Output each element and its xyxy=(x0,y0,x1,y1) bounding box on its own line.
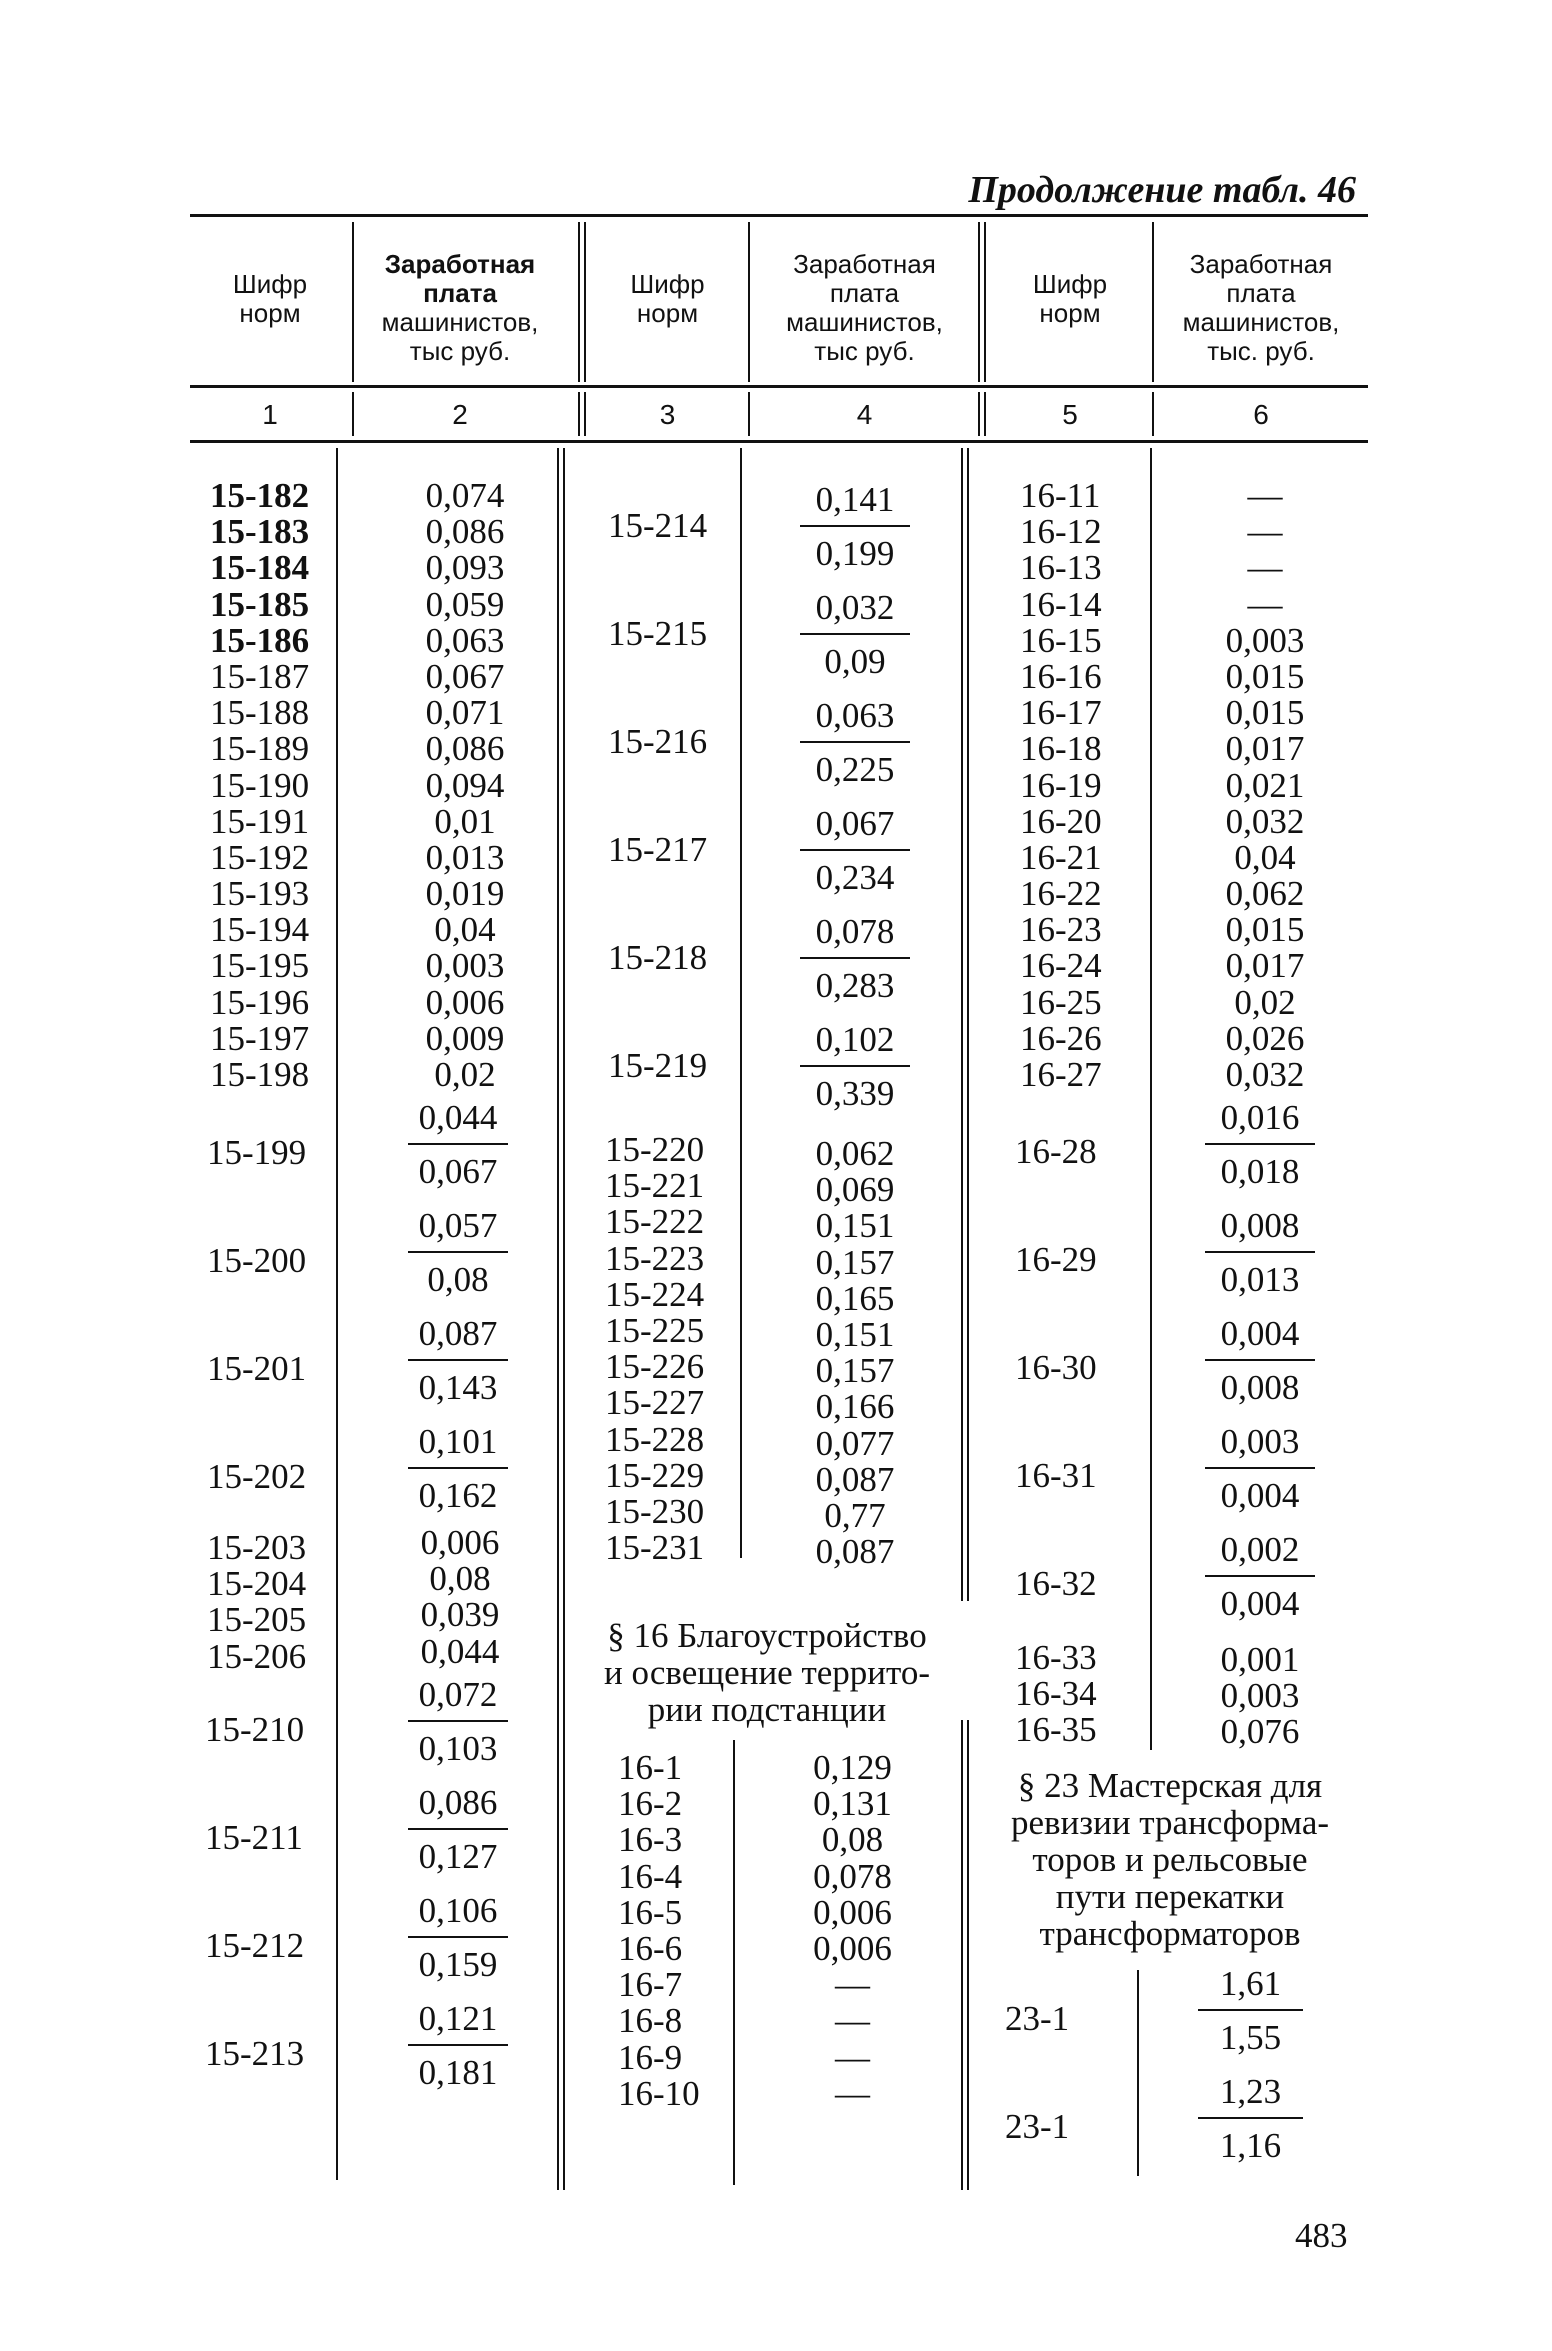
code: 16-7 xyxy=(618,1965,683,2005)
code: 15-191 xyxy=(210,801,310,841)
code: 16-21 xyxy=(1020,837,1102,877)
code: 16-10 xyxy=(618,2073,700,2113)
fraction-cell: 0,016 0,018 xyxy=(1205,1100,1315,1190)
fraction-cell: 0,086 0,127 xyxy=(408,1785,508,1875)
value: 0,017 xyxy=(1225,946,1305,986)
value: 0,044 xyxy=(420,1631,500,1671)
block2-values16 xyxy=(790,1750,915,2112)
code: 16-27 xyxy=(1020,1055,1102,1094)
code: 15-188 xyxy=(210,693,310,733)
fraction-cell: 0,008 0,013 xyxy=(1205,1208,1315,1298)
code: 16-14 xyxy=(1020,584,1102,624)
column-number: 5 xyxy=(1062,399,1078,430)
value: 0,129 xyxy=(813,1748,892,1787)
code: 15-222 xyxy=(605,1202,705,1242)
column-divider xyxy=(961,448,963,1601)
code: 16-25 xyxy=(1020,982,1102,1022)
code: 16-13 xyxy=(1020,548,1102,588)
value: 0,157 xyxy=(815,1351,895,1391)
fraction-cell: 0,003 0,004 xyxy=(1205,1424,1315,1514)
code: 16-1 xyxy=(618,1748,683,1787)
code: 15-214 xyxy=(608,506,708,545)
code: 15-229 xyxy=(605,1455,705,1495)
value: — xyxy=(835,1965,870,2005)
value: 0,021 xyxy=(1225,765,1305,805)
block1-values xyxy=(400,478,530,1093)
header-divider xyxy=(1152,222,1154,382)
value: 0,086 xyxy=(425,729,505,769)
value: 0,039 xyxy=(420,1595,500,1635)
value: 0,02 xyxy=(1234,982,1296,1022)
value: 0,077 xyxy=(815,1423,895,1463)
value: 0,165 xyxy=(815,1278,895,1318)
value: — xyxy=(1247,548,1283,588)
fraction-cell: 0,072 0,103 xyxy=(408,1677,508,1767)
code: 16-30 xyxy=(1015,1348,1097,1387)
value: 0,08 xyxy=(821,1820,884,1860)
column-divider xyxy=(967,1720,969,2190)
block2-codes16 xyxy=(618,1750,700,2112)
header-rule xyxy=(190,385,1368,388)
value: 0,009 xyxy=(425,1018,505,1058)
value: 0,032 xyxy=(1225,801,1305,841)
code: 15-226 xyxy=(605,1347,705,1387)
fraction-cell: 0,101 0,162 xyxy=(408,1424,508,1514)
table-continuation-caption: Продолжение табл. 46 xyxy=(968,169,1356,211)
number-divider xyxy=(1152,392,1154,436)
column-number: 4 xyxy=(856,399,873,430)
code: 15-223 xyxy=(605,1238,705,1278)
code: 23-1 xyxy=(1005,1999,1070,2038)
code: 15-196 xyxy=(210,982,310,1022)
value: 0,015 xyxy=(1225,693,1305,733)
block2-codes xyxy=(605,1132,704,1566)
block3-codes2 xyxy=(1015,1640,1097,1749)
fraction-cell: 0,106 0,159 xyxy=(408,1893,508,1983)
fraction-cell: 0,057 0,08 xyxy=(408,1208,508,1298)
value: — xyxy=(835,2073,870,2113)
code: 15-185 xyxy=(210,584,310,624)
code: 16-16 xyxy=(1020,656,1102,696)
code: 15-205 xyxy=(207,1600,307,1640)
code: 16-17 xyxy=(1020,693,1102,733)
value: 0,087 xyxy=(815,1532,895,1572)
value: — xyxy=(835,2001,870,2041)
code: 15-202 xyxy=(207,1457,307,1496)
value: 0,003 xyxy=(1220,1676,1300,1716)
code: 15-182 xyxy=(210,476,310,515)
code: 16-34 xyxy=(1015,1674,1097,1714)
header-code-5: Шифр норм xyxy=(1032,269,1108,328)
value: 0,001 xyxy=(1220,1640,1300,1679)
section-23-heading: § 23 Мастерская для ревизии трансформа- торов и рельсовые пути перекатки трансформаторов xyxy=(1010,1766,1330,1953)
code: 16-29 xyxy=(1015,1240,1097,1279)
fraction-cell: 0,121 0,181 xyxy=(408,2001,508,2091)
number-divider xyxy=(584,392,586,436)
value: 0,076 xyxy=(1220,1712,1300,1752)
fraction-cell: 0,067 0,234 xyxy=(800,806,910,896)
value: 0,006 xyxy=(813,1928,892,1968)
code: 15-220 xyxy=(605,1130,705,1169)
code: 16-28 xyxy=(1015,1132,1097,1171)
value: 0,157 xyxy=(815,1242,895,1282)
column-divider xyxy=(1137,1970,1139,2176)
block3-values xyxy=(1200,478,1330,1093)
value: 0,062 xyxy=(815,1134,895,1173)
code: 16-5 xyxy=(618,1892,683,1932)
top-rule xyxy=(190,214,1368,217)
number-divider xyxy=(984,392,986,436)
number-divider xyxy=(978,392,980,436)
code: 15-193 xyxy=(210,874,310,914)
code: 15-201 xyxy=(207,1349,307,1388)
code: 16-35 xyxy=(1015,1710,1097,1750)
code: 15-219 xyxy=(608,1046,708,1085)
value: 0,019 xyxy=(425,874,505,914)
code: 15-211 xyxy=(205,1818,303,1857)
code: 16-24 xyxy=(1020,946,1102,986)
fraction-cell: 1,61 1,55 xyxy=(1198,1966,1303,2056)
value: 0,015 xyxy=(1225,656,1305,696)
fraction-cell: 0,004 0,008 xyxy=(1205,1316,1315,1406)
fraction-cell: 1,23 1,16 xyxy=(1198,2074,1303,2164)
code: 15-216 xyxy=(608,722,708,761)
code: 15-192 xyxy=(210,837,310,877)
value: 0,063 xyxy=(425,620,505,660)
page-number: 483 xyxy=(1295,2216,1348,2255)
fraction-cell: 0,087 0,143 xyxy=(408,1316,508,1406)
code: 15-199 xyxy=(207,1133,307,1172)
fraction-cell: 0,078 0,283 xyxy=(800,914,910,1004)
value: 0,151 xyxy=(815,1314,895,1354)
code: 15-217 xyxy=(608,830,708,869)
code: 16-6 xyxy=(618,1928,683,1968)
code: 15-224 xyxy=(605,1274,705,1314)
column-divider xyxy=(336,448,338,2180)
code: 16-8 xyxy=(618,2001,683,2041)
code: 15-228 xyxy=(605,1419,705,1459)
value: 0,08 xyxy=(429,1559,491,1599)
code: 16-22 xyxy=(1020,874,1102,914)
code: 15-195 xyxy=(210,946,310,986)
fraction-cell: 0,032 0,09 xyxy=(800,590,910,680)
value: 0,087 xyxy=(815,1459,895,1499)
code: 15-227 xyxy=(605,1383,705,1423)
value: 0,006 xyxy=(420,1523,500,1562)
value: 0,078 xyxy=(813,1856,892,1896)
code: 15-231 xyxy=(605,1528,705,1568)
code: 15-230 xyxy=(605,1491,705,1531)
fraction-cell: 0,002 0,004 xyxy=(1205,1532,1315,1622)
code: 15-189 xyxy=(210,729,310,769)
header-wage-6: Заработная плата машинистов, тыс. руб. xyxy=(1182,249,1340,366)
value: 0,067 xyxy=(425,656,505,696)
code: 16-18 xyxy=(1020,729,1102,769)
code: 15-221 xyxy=(605,1166,705,1206)
code: 15-225 xyxy=(605,1310,705,1350)
value: 0,094 xyxy=(425,765,505,805)
code: 15-215 xyxy=(608,614,708,653)
value: — xyxy=(1247,584,1283,624)
block1-codes xyxy=(210,478,309,1093)
fraction-cell: 0,141 0,199 xyxy=(800,482,910,572)
code: 15-186 xyxy=(210,620,310,660)
value: — xyxy=(1247,512,1283,552)
value: 0,062 xyxy=(1225,874,1305,914)
column-divider xyxy=(563,448,565,2190)
header-divider xyxy=(748,222,750,382)
value: 0,166 xyxy=(815,1387,895,1427)
value: 0,003 xyxy=(1225,620,1305,660)
column-number: 3 xyxy=(659,399,676,430)
code: 16-12 xyxy=(1020,512,1102,552)
block2-values xyxy=(800,1136,910,1570)
fraction-cell: 0,063 0,225 xyxy=(800,698,910,788)
code: 15-213 xyxy=(205,2034,305,2073)
fraction-cell: 0,102 0,339 xyxy=(800,1022,910,1112)
column-divider xyxy=(961,1720,963,2190)
number-divider xyxy=(748,392,750,436)
code: 16-33 xyxy=(1015,1638,1097,1677)
column-divider xyxy=(740,448,742,1558)
value: 0,074 xyxy=(425,476,505,515)
value: 0,026 xyxy=(1225,1018,1305,1058)
code: 16-2 xyxy=(618,1784,683,1824)
fraction-cell: 0,044 0,067 xyxy=(408,1100,508,1190)
header-code-3: Шифр норм xyxy=(630,269,705,328)
value: 0,02 xyxy=(434,1055,496,1094)
value: 0,003 xyxy=(425,946,505,986)
code: 15-210 xyxy=(205,1710,305,1749)
code: 15-200 xyxy=(207,1241,307,1280)
value: 0,01 xyxy=(434,801,496,841)
code: 15-190 xyxy=(210,765,310,805)
value: 0,006 xyxy=(425,982,505,1022)
block1-codes2 xyxy=(207,1530,306,1675)
code: 15-187 xyxy=(210,656,310,696)
value: — xyxy=(835,2037,870,2077)
block3-values2 xyxy=(1200,1642,1320,1751)
code: 15-204 xyxy=(207,1564,307,1604)
code: 16-19 xyxy=(1020,765,1102,805)
code: 16-26 xyxy=(1020,1018,1102,1058)
value: 0,086 xyxy=(425,512,505,552)
code: 23-1 xyxy=(1005,2107,1070,2146)
column-divider xyxy=(733,1740,735,2185)
code: 16-32 xyxy=(1015,1564,1097,1603)
code: 15-198 xyxy=(210,1055,310,1094)
header-divider xyxy=(978,222,980,382)
value: 0,071 xyxy=(425,693,505,733)
block3-codes xyxy=(1020,478,1102,1093)
header-divider xyxy=(584,222,586,382)
value: 0,013 xyxy=(425,837,505,877)
value: 0,032 xyxy=(1225,1055,1305,1094)
value: 0,069 xyxy=(815,1170,895,1210)
code: 16-23 xyxy=(1020,910,1102,950)
column-number: 2 xyxy=(452,399,468,430)
column-number: 1 xyxy=(262,399,278,430)
header-code-1: Шифр норм xyxy=(232,269,308,328)
block1-values2 xyxy=(400,1525,520,1670)
header-divider xyxy=(984,222,986,382)
column-divider xyxy=(967,448,969,1601)
header-wage-4: Заработная плата машинистов, тыс руб. xyxy=(786,249,943,366)
code: 16-3 xyxy=(618,1820,683,1860)
code: 16-15 xyxy=(1020,620,1102,660)
code: 15-194 xyxy=(210,910,310,950)
code: 15-184 xyxy=(210,548,310,588)
value: 0,04 xyxy=(1234,837,1296,877)
code: 15-212 xyxy=(205,1926,305,1965)
value: 0,151 xyxy=(815,1206,895,1246)
value: 0,77 xyxy=(824,1495,886,1535)
number-rule xyxy=(190,440,1368,443)
code: 15-203 xyxy=(207,1528,307,1567)
value: — xyxy=(1247,476,1283,515)
section-16-heading: § 16 Благоустройство и освещение террито- рии подстанции xyxy=(603,1616,931,1729)
code: 15-183 xyxy=(210,512,310,552)
value: 0,006 xyxy=(813,1892,892,1932)
code: 16-9 xyxy=(618,2037,683,2077)
code: 16-31 xyxy=(1015,1456,1097,1495)
value: 0,017 xyxy=(1225,729,1305,769)
value: 0,093 xyxy=(425,548,505,588)
code: 15-197 xyxy=(210,1018,310,1058)
code: 15-206 xyxy=(207,1636,307,1676)
code: 16-11 xyxy=(1020,476,1101,515)
column-divider xyxy=(557,448,559,2190)
value: 0,015 xyxy=(1225,910,1305,950)
value: 0,059 xyxy=(425,584,505,624)
code: 15-218 xyxy=(608,938,708,977)
column-number: 6 xyxy=(1253,399,1269,430)
header-wage-2: Заработная плата машинистов, тыс руб. xyxy=(381,249,539,366)
value: 0,04 xyxy=(434,910,496,950)
code: 16-4 xyxy=(618,1856,683,1896)
column-divider xyxy=(1150,448,1152,1750)
code: 16-20 xyxy=(1020,801,1102,841)
value: 0,131 xyxy=(813,1784,892,1824)
